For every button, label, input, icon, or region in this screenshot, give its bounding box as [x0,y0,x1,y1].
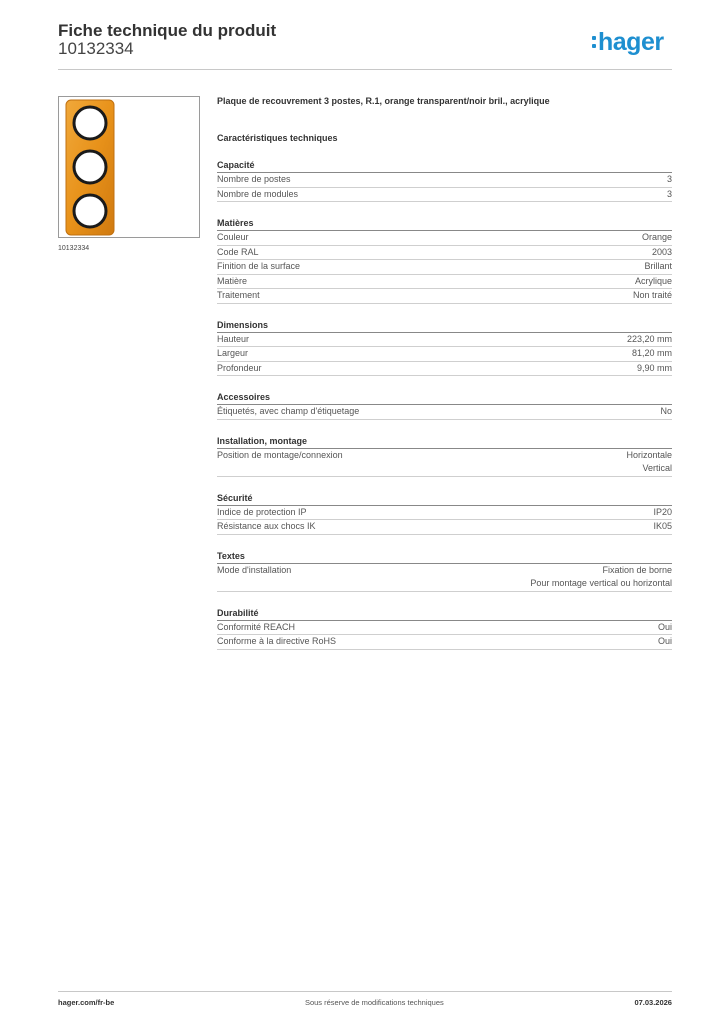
spec-value: 9,90 mm [636,362,672,373]
logo-dots-icon [592,36,596,48]
cover-plate-illustration [59,97,199,237]
spec-value: No [660,406,672,416]
footer-date: 07.03.2026 [634,998,672,1007]
footer [58,998,672,1007]
spec-value: 2003 [651,246,672,257]
spec-groups [217,159,672,650]
spec-row [217,564,672,592]
spec-label: Position de montage/connexion [217,449,343,460]
spec-value: IP20 [653,506,672,517]
spec-value: Fixation de borne Pour montage vertical ou horizontal [530,564,672,588]
footer-divider [58,991,672,992]
spec-row [217,449,672,477]
page-title: Fiche technique du produit [58,21,277,40]
spec-group-title: Sécurité [217,492,672,506]
spec-group-title: Accessoires [217,391,672,405]
spec-label: Finition de la surface [217,261,301,271]
product-description: Plaque de recouvrement 3 postes, R.1, orange transparent/noir bril., acrylique [217,96,550,106]
spec-label: Traitement [217,290,260,300]
header-divider [58,69,672,70]
spec-group [217,550,672,592]
spec-value: Oui [657,636,672,646]
spec-group [217,607,672,650]
spec-label: Étiquetés, avec champ d'étiquetage [217,406,360,416]
spec-group-title: Matières [217,217,672,231]
spec-value: 3 [666,188,672,199]
spec-label: Mode d'installation [217,564,292,575]
spec-row [217,246,672,261]
spec-group [217,159,672,202]
spec-value: Non traité [632,290,672,300]
spec-label: Hauteur [217,333,250,344]
spec-group-title: Durabilité [217,607,672,621]
spec-row [217,506,672,521]
spec-label: Couleur [217,232,249,242]
spec-label: Largeur [217,348,249,358]
spec-row [217,231,672,246]
spec-value: Oui [657,621,672,632]
spec-value: 3 [666,174,672,184]
spec-row [217,173,672,188]
plate-opening-3 [74,195,106,227]
spec-value: Horizontale Vertical [626,449,672,473]
spec-group-title: Capacité [217,159,672,173]
spec-row [217,362,672,377]
spec-row [217,275,672,290]
spec-row [217,188,672,203]
section-title: Caractéristiques techniques [217,133,338,143]
spec-label: Conforme à la directive RoHS [217,636,337,646]
spec-group [217,391,672,420]
product-image [58,96,200,238]
spec-label: Code RAL [217,246,259,257]
product-number: 10132334 [58,39,134,58]
spec-group [217,435,672,477]
spec-row [217,333,672,348]
spec-row [217,289,672,304]
spec-value: IK05 [653,521,672,531]
spec-label: Conformité REACH [217,621,296,632]
spec-row [217,347,672,362]
spec-group [217,217,672,304]
main-content [217,96,672,650]
spec-group [217,319,672,377]
spec-group [217,492,672,535]
footer-website[interactable]: hager.com/fr-be [58,998,115,1007]
plate-opening-2 [74,151,106,183]
hager-logo [592,27,664,57]
logo-text: hager [598,28,664,56]
spec-group-title: Installation, montage [217,435,672,449]
spec-group-title: Textes [217,550,672,564]
spec-label: Résistance aux chocs IK [217,521,316,531]
spec-label: Profondeur [217,362,262,373]
spec-value: 223,20 mm [626,333,672,344]
spec-group-title: Dimensions [217,319,672,333]
spec-value: Brillant [644,261,672,271]
footer-notice: Sous réserve de modifications techniques [304,998,444,1007]
spec-label: Matière [217,275,248,286]
spec-value: Orange [641,232,672,242]
spec-row [217,520,672,535]
spec-row [217,621,672,636]
spec-row [217,635,672,650]
spec-row [217,260,672,275]
spec-row [217,405,672,420]
spec-value: Acrylique [634,275,672,286]
spec-label: Indice de protection IP [217,506,307,517]
image-caption: 10132334 [58,245,90,252]
spec-label: Nombre de modules [217,188,299,199]
spec-label: Nombre de postes [217,174,291,184]
plate-opening-1 [74,107,106,139]
spec-value: 81,20 mm [631,348,672,358]
